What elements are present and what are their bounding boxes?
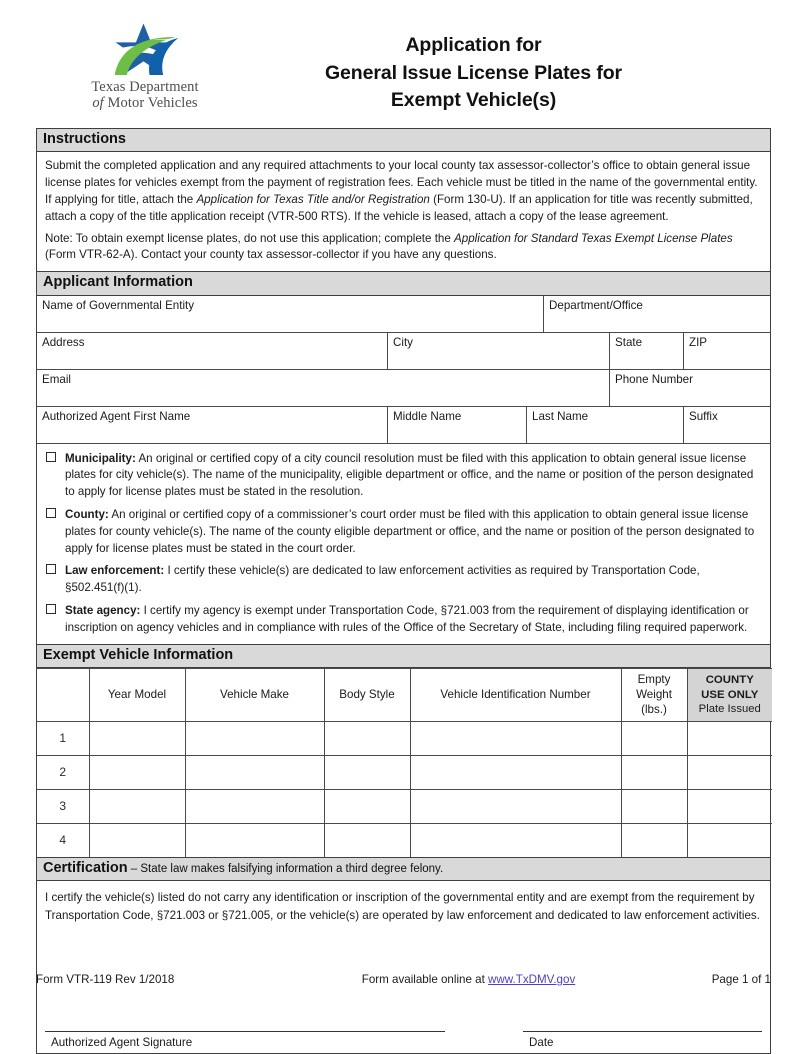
field-governmental-entity[interactable] bbox=[37, 296, 544, 332]
label-phone-number: Phone Number bbox=[615, 372, 693, 386]
label-suffix: Suffix bbox=[689, 409, 718, 423]
cell-plate-issued-2[interactable] bbox=[687, 755, 772, 789]
label-governmental-entity: Name of Governmental Entity bbox=[42, 298, 195, 312]
checkbox-text-county: An original or certified copy of a commissioner’s court order must be filed with this application to obtain general issue license plates for county vehicle(s). The name of the county eligible department or office, and the name or position of the person designated to apply for license plates must be stated in the court order. bbox=[65, 507, 755, 555]
logo-motor-vehicles: Motor Vehicles bbox=[107, 95, 198, 112]
applicant-row-agent-name bbox=[37, 407, 770, 443]
empty-weight-line-2: Weight bbox=[636, 688, 672, 702]
cell-vin-1[interactable] bbox=[410, 721, 621, 755]
checkbox-item-municipality[interactable] bbox=[45, 451, 762, 501]
applicant-row-entity bbox=[37, 296, 770, 333]
cell-vehicle-make-3[interactable] bbox=[185, 789, 324, 823]
cell-body-style-1[interactable] bbox=[324, 721, 410, 755]
agency-logo bbox=[36, 22, 236, 111]
logo-line-2 bbox=[91, 95, 198, 111]
vehicle-table-header-row bbox=[37, 668, 772, 721]
row-number-1: 1 bbox=[37, 721, 89, 755]
instr-p2-a: Note: To obtain exempt license plates, do not use this application; complete the bbox=[45, 231, 455, 245]
instructions-heading: Instructions bbox=[37, 129, 770, 152]
label-zip: ZIP bbox=[689, 335, 708, 349]
cell-empty-weight-3[interactable] bbox=[621, 789, 687, 823]
signature-row bbox=[37, 1031, 770, 1053]
label-middle-name: Middle Name bbox=[393, 409, 462, 423]
label-agent-first-name: Authorized Agent First Name bbox=[42, 409, 191, 423]
instr-p1-b: (Form 130-U). If an application for title was recently submitted, attach a copy of the title application receipt (VTR-500 RTS). If the vehicle is leased, attach a copy of the lease agreement. bbox=[45, 192, 753, 223]
instructions-paragraph-1 bbox=[45, 158, 762, 225]
txdmv-website-link[interactable]: www.TxDMV.gov bbox=[488, 973, 576, 986]
vehicle-information-heading: Exempt Vehicle Information bbox=[37, 645, 770, 668]
col-header-body-style: Body Style bbox=[324, 668, 410, 721]
field-zip[interactable] bbox=[684, 333, 770, 369]
cell-body-style-4[interactable] bbox=[324, 823, 410, 857]
texas-dmv-star-logo bbox=[99, 22, 191, 78]
checkbox-item-law-enforcement[interactable] bbox=[45, 563, 762, 597]
checkbox-text-municipality: An original or certified copy of a city council resolution must be filed with this application to obtain general issue license plates for city vehicle(s). The name of the municipality, eligible department or office, and the name or position of the person designated to apply for license plates must be stated in the resolution. bbox=[65, 451, 754, 499]
cell-plate-issued-1[interactable] bbox=[687, 721, 772, 755]
entity-type-checkbox-group bbox=[37, 443, 770, 645]
date-field[interactable] bbox=[523, 1031, 762, 1049]
page-title bbox=[236, 22, 771, 115]
field-address[interactable] bbox=[37, 333, 388, 369]
col-header-number bbox=[37, 668, 89, 721]
cell-year-model-3[interactable] bbox=[89, 789, 185, 823]
signature-spacer bbox=[445, 1031, 523, 1049]
cell-year-model-1[interactable] bbox=[89, 721, 185, 755]
field-department-office[interactable] bbox=[544, 296, 770, 332]
row-number-4: 4 bbox=[37, 823, 89, 857]
certification-heading bbox=[37, 857, 770, 881]
col-header-empty-weight bbox=[621, 668, 687, 721]
signature-label: Authorized Agent Signature bbox=[51, 1036, 193, 1050]
label-department-office: Department/Office bbox=[549, 298, 643, 312]
field-phone-number[interactable] bbox=[610, 370, 770, 406]
col-header-vehicle-make: Vehicle Make bbox=[185, 668, 324, 721]
page-footer bbox=[36, 973, 771, 986]
instr-p2-italic: Application for Standard Texas Exempt License Plates bbox=[454, 231, 733, 245]
field-email[interactable] bbox=[37, 370, 610, 406]
instr-p1-italic: Application for Texas Title and/or Registration bbox=[196, 192, 430, 206]
checkbox-state-agency[interactable] bbox=[46, 604, 56, 614]
label-city: City bbox=[393, 335, 413, 349]
cell-vin-2[interactable] bbox=[410, 755, 621, 789]
cell-empty-weight-2[interactable] bbox=[621, 755, 687, 789]
checkbox-label-law-enforcement: Law enforcement: bbox=[65, 564, 165, 578]
instructions-paragraph-2 bbox=[45, 231, 762, 265]
row-number-3: 3 bbox=[37, 789, 89, 823]
cell-empty-weight-4[interactable] bbox=[621, 823, 687, 857]
page-header bbox=[0, 0, 807, 112]
cell-year-model-2[interactable] bbox=[89, 755, 185, 789]
footer-online-availability bbox=[286, 973, 651, 986]
field-state[interactable] bbox=[610, 333, 684, 369]
cell-vehicle-make-4[interactable] bbox=[185, 823, 324, 857]
applicant-information-heading: Applicant Information bbox=[37, 272, 770, 295]
table-row bbox=[37, 755, 772, 789]
title-line-2: General Issue License Plates for bbox=[324, 61, 623, 84]
logo-of: of bbox=[92, 95, 104, 112]
col-header-year-model: Year Model bbox=[89, 668, 185, 721]
checkbox-law-enforcement[interactable] bbox=[46, 564, 56, 574]
form-body bbox=[36, 128, 771, 1054]
checkbox-item-state-agency[interactable] bbox=[45, 603, 762, 637]
applicant-row-address bbox=[37, 333, 770, 370]
county-plate-issued: Plate Issued bbox=[698, 703, 761, 716]
checkbox-county[interactable] bbox=[46, 508, 56, 518]
checkbox-item-county[interactable] bbox=[45, 507, 762, 557]
field-city[interactable] bbox=[388, 333, 610, 369]
cell-vin-3[interactable] bbox=[410, 789, 621, 823]
checkbox-municipality[interactable] bbox=[46, 452, 56, 462]
checkbox-label-municipality: Municipality: bbox=[65, 451, 136, 465]
instr-p1-a: Submit the completed application and any required attachments to your local county tax assessor-collector’s office to obtain general issue license plates for vehicles exempt from the payment of registration fees. Each vehicle must be titled in the name of the governmental entity. If applying for title, attach the bbox=[45, 159, 758, 206]
footer-form-id: Form VTR-119 Rev 1/2018 bbox=[36, 973, 175, 986]
field-middle-name[interactable] bbox=[388, 407, 527, 443]
col-header-vin: Vehicle Identification Number bbox=[410, 668, 621, 721]
label-address: Address bbox=[42, 335, 85, 349]
checkbox-label-state-agency: State agency: bbox=[65, 603, 141, 617]
cell-empty-weight-1[interactable] bbox=[621, 721, 687, 755]
label-last-name: Last Name bbox=[532, 409, 589, 423]
exempt-vehicle-table bbox=[37, 668, 772, 857]
date-label: Date bbox=[529, 1036, 554, 1050]
field-suffix[interactable] bbox=[684, 407, 770, 443]
title-line-1: Application for bbox=[405, 34, 542, 56]
cell-plate-issued-3[interactable] bbox=[687, 789, 772, 823]
checkbox-text-law-enforcement: I certify these vehicle(s) are dedicated to law enforcement activities as required by Transportation Code, §502.451(f)(1). bbox=[65, 564, 700, 595]
checkbox-text-state-agency: I certify my agency is exempt under Transportation Code, §721.003 from the requirement of displaying identification or inscription on agency vehicles and in compliance with rules of the Office of the Secretary of State, including filing required paperwork. bbox=[65, 603, 749, 634]
field-last-name[interactable] bbox=[527, 407, 684, 443]
col-header-county-use-only bbox=[687, 668, 772, 721]
instructions-body bbox=[37, 152, 770, 272]
cell-vehicle-make-2[interactable] bbox=[185, 755, 324, 789]
label-email: Email bbox=[42, 372, 71, 386]
applicant-row-contact bbox=[37, 370, 770, 407]
county-line-2: USE ONLY bbox=[701, 688, 759, 701]
cell-body-style-3[interactable] bbox=[324, 789, 410, 823]
field-agent-first-name[interactable] bbox=[37, 407, 388, 443]
table-row bbox=[37, 789, 772, 823]
label-state: State bbox=[615, 335, 643, 349]
row-number-2: 2 bbox=[37, 755, 89, 789]
signature-field[interactable] bbox=[45, 1031, 445, 1049]
county-line-1: COUNTY bbox=[705, 673, 754, 686]
cell-vin-4[interactable] bbox=[410, 823, 621, 857]
empty-weight-line-3: (lbs.) bbox=[641, 703, 667, 717]
cell-plate-issued-4[interactable] bbox=[687, 823, 772, 857]
certification-heading-bold: Certification bbox=[43, 859, 128, 876]
instr-p2-b: (Form VTR-62-A). Contact your county tax assessor-collector if you have any questions. bbox=[45, 248, 497, 262]
table-row bbox=[37, 721, 772, 755]
certification-text: I certify the vehicle(s) listed do not carry any identification or inscription of the governmental entity and are exempt from the requirement by Transportation Code, §721.003 or §721.005, or the vehicle(s) are operated by law enforcement and dedicated to law enforcement activities. bbox=[45, 891, 760, 922]
agency-logo-text bbox=[91, 79, 198, 111]
certification-heading-rest: – State law makes falsifying information a third degree felony. bbox=[127, 862, 444, 875]
table-row bbox=[37, 823, 772, 857]
cell-year-model-4[interactable] bbox=[89, 823, 185, 857]
checkbox-label-county: County: bbox=[65, 507, 109, 521]
footer-online-prefix: Form available online at bbox=[361, 973, 489, 986]
footer-page-number: Page 1 of 1 bbox=[711, 973, 771, 986]
logo-line-1: Texas Department bbox=[91, 79, 199, 95]
empty-weight-line-1: Empty bbox=[637, 673, 671, 687]
title-line-3: Exempt Vehicle(s) bbox=[390, 89, 557, 112]
cell-vehicle-make-1[interactable] bbox=[185, 721, 324, 755]
cell-body-style-2[interactable] bbox=[324, 755, 410, 789]
